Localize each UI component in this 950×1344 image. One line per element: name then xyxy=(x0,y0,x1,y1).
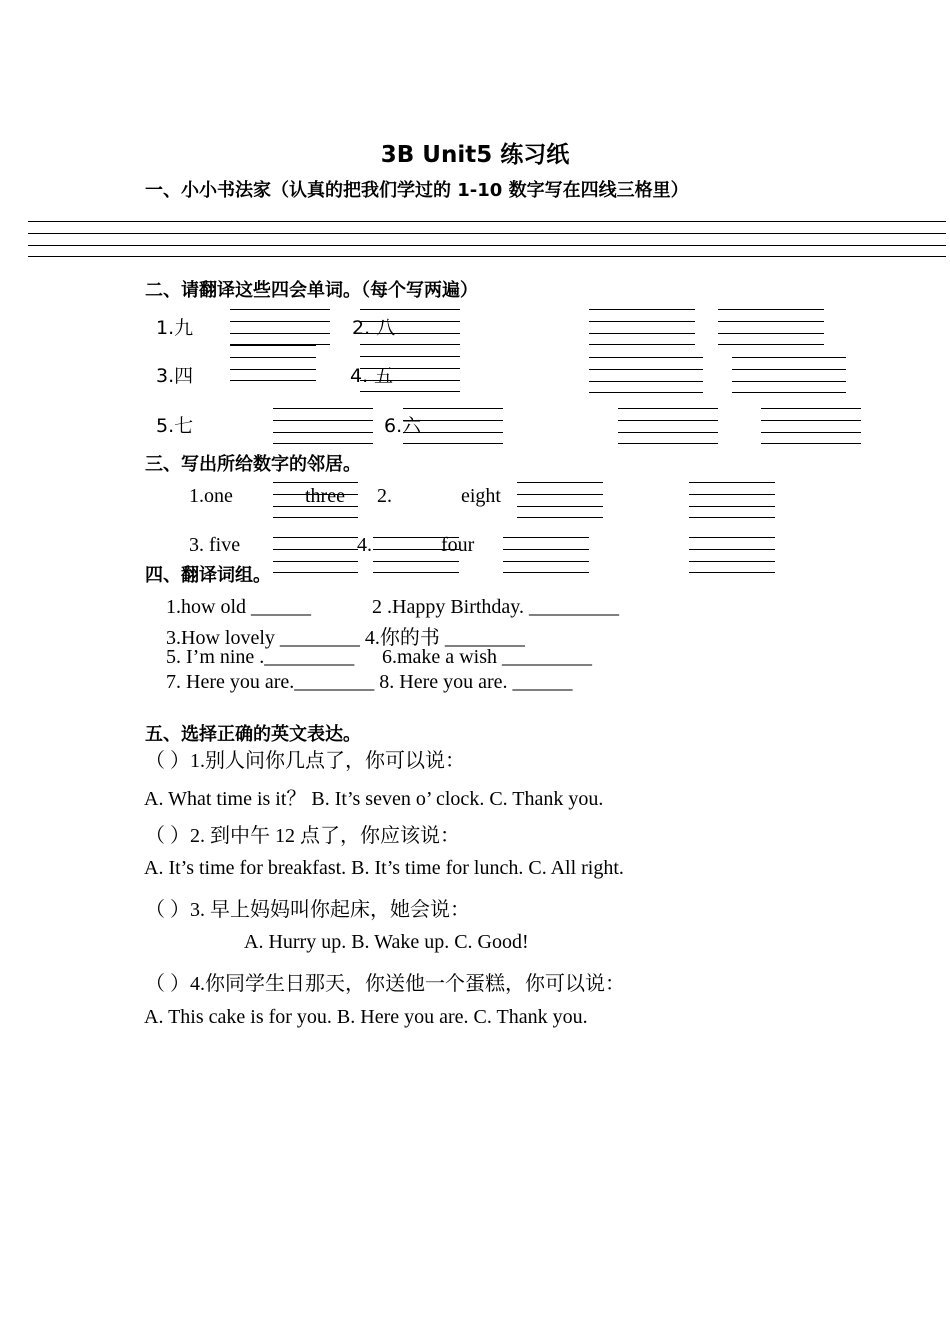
word-item: 4. 五 xyxy=(350,365,394,387)
writing-grid[interactable] xyxy=(589,309,695,345)
writing-grid[interactable] xyxy=(761,408,861,444)
writing-grid[interactable] xyxy=(273,537,358,573)
choice-options: A. Hurry up. B. Wake up. C. Good! xyxy=(244,931,529,953)
writing-grid[interactable] xyxy=(360,309,460,345)
section4-heading: 四、翻译词组。 xyxy=(145,565,271,586)
neighbor-word: eight xyxy=(461,485,501,507)
neighbor-word: three xyxy=(305,485,345,507)
phrase-item: 5. I’m nine ._________ xyxy=(166,646,355,668)
writing-grid[interactable] xyxy=(618,408,718,444)
word-item: 2. 八 xyxy=(352,317,396,339)
neighbor-number: 3. five xyxy=(189,534,241,556)
writing-grid[interactable] xyxy=(732,357,846,393)
choice-question: （ ）4.你同学生日那天，你送他一个蛋糕，你可以说： xyxy=(145,973,625,995)
page-title: 3B Unit5 练习纸 xyxy=(380,142,570,168)
section3-heading: 三、写出所给数字的邻居。 xyxy=(145,454,361,475)
choice-question: （ ）2. 到中午 12 点了，你应该说： xyxy=(145,825,460,847)
writing-grid[interactable] xyxy=(403,408,503,444)
writing-grid[interactable] xyxy=(517,482,603,518)
writing-grid[interactable] xyxy=(689,537,775,573)
writing-grid[interactable] xyxy=(689,482,775,518)
writing-grid[interactable] xyxy=(718,309,824,345)
writing-grid[interactable] xyxy=(373,537,459,573)
choice-options: A. It’s time for breakfast. B. It’s time for lunch. C. All right. xyxy=(144,857,624,879)
choice-question: （ ）1.别人问你几点了，你可以说： xyxy=(145,750,465,772)
section1-heading: 一、小小书法家（认真的把我们学过的 1-10 数字写在四线三格里） xyxy=(145,180,689,201)
writing-grid[interactable] xyxy=(273,408,373,444)
writing-grid[interactable] xyxy=(230,309,330,345)
word-item: 1.九 xyxy=(156,317,194,339)
choice-options: A. What time is it？ B. It’s seven o’ clock. C. Thank you. xyxy=(144,788,604,810)
phrase-item: 7. Here you are.________ 8. Here you are. ______ xyxy=(166,671,573,693)
neighbor-number: 1.one xyxy=(189,485,233,507)
section2-heading: 二、请翻译这些四会单词。（每个写两遍） xyxy=(145,280,478,301)
phrase-item: 3.How lovely ________ 4.你的书 ________ xyxy=(166,627,525,649)
section5-heading: 五、选择正确的英文表达。 xyxy=(145,724,361,745)
word-item: 3.四 xyxy=(156,365,194,387)
neighbor-number: 2. xyxy=(377,485,392,507)
word-item: 5.七 xyxy=(156,415,194,437)
choice-question: （ ）3. 早上妈妈叫你起床，她会说： xyxy=(145,899,470,921)
writing-grid[interactable] xyxy=(230,345,316,381)
writing-grid[interactable] xyxy=(589,357,703,393)
phrase-item: 6.make a wish _________ xyxy=(382,646,592,668)
phrase-item: 2 .Happy Birthday. _________ xyxy=(372,596,620,618)
phrase-item: 1.how old ______ xyxy=(166,596,311,618)
neighbor-word: four xyxy=(441,534,475,556)
writing-grid[interactable] xyxy=(360,356,460,392)
writing-grid[interactable] xyxy=(273,482,358,518)
writing-grid[interactable] xyxy=(503,537,589,573)
choice-options: A. This cake is for you. B. Here you are. C. Thank you. xyxy=(144,1006,588,1028)
neighbor-number: 4. xyxy=(357,534,372,556)
word-item: 6.六 xyxy=(384,415,422,437)
